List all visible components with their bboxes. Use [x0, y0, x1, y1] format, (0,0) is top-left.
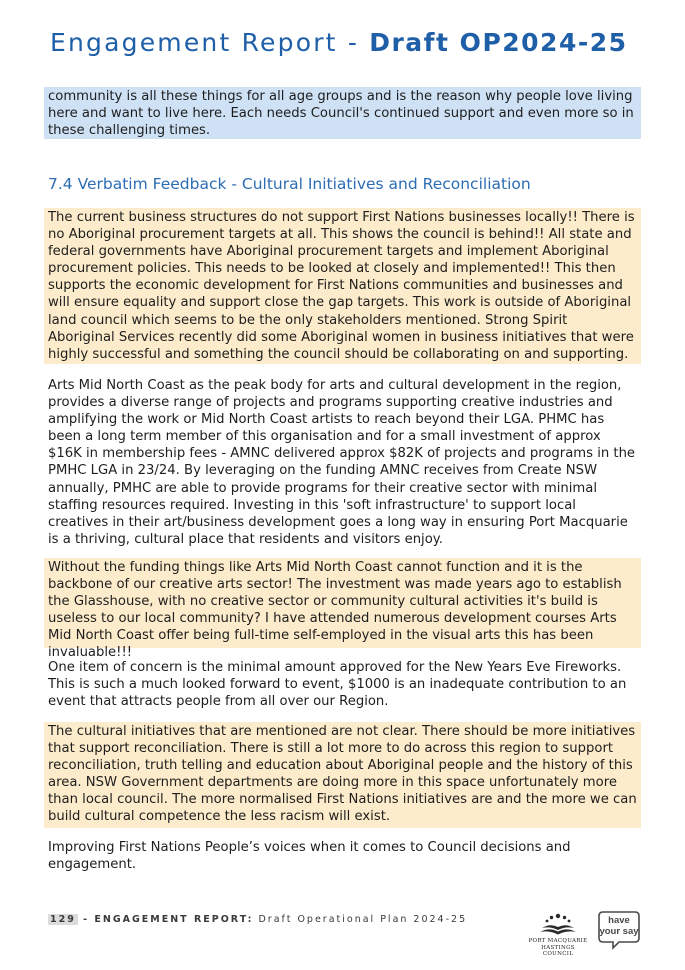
feedback-paragraph-5: The cultural initiatives that are mentioned are not clear. There should be more initiatives that support reconciliation. There is still a lot more to do across this region to support reconciliation, truth telling and education about Aboriginal people and the history of this area. NSW Government departments are doing more in this space unfortunately more than local council. The more normalised First Nations initiatives are and the more we can build cultural competence the less racism will exist. — [44, 722, 641, 828]
feedback-paragraph-1: The current business structures do not support First Nations businesses locally!! There is no Aboriginal procurement targets at all. This shows the council is behind!! All state and federal governments have Aboriginal procurement targets and implement Aboriginal procurement policies. This needs to be looked at closely and implemented!! This then supports the economic development for First Nations communities and businesses and will ensure equality and support close the gap targets. This work is outside of Aboriginal land council which seems to be the only stakeholders mentioned. Strong Spirit Aboriginal Services recently did some Aboriginal women in business initiatives that were highly successful and something the council should be collaborating on and supporting. — [44, 208, 641, 364]
intro-paragraph: community is all these things for all age groups and is the reason why people love living here and want to live here. Each needs Council's continued support and even more so in these challenging times. — [44, 87, 641, 139]
have-your-say-line2: your say — [599, 925, 639, 937]
council-name-line2: HASTINGS COUNCIL — [541, 944, 575, 957]
footer-label-bold: - ENGAGEMENT REPORT: — [77, 914, 254, 925]
footer-label-rest: Draft Operational Plan 2024-25 — [253, 914, 468, 925]
council-name-line1: PORT MACQUARIE — [528, 938, 588, 944]
feedback-paragraph-3: Without the funding things like Arts Mid North Coast cannot function and it is the backbone of our creative arts sector! The investment was made years ago to establish the Glasshouse, with no creative sector or community cultural activities it's build is useless to our local community? I have attended numerous development courses Arts Mid North Coast offer being full-time self-employed in the visual arts this has been invaluable!!! — [44, 558, 641, 648]
header-title-prefix: Engagement Report - — [50, 28, 370, 57]
header-title-bold: Draft OP2024-25 — [369, 28, 628, 57]
feedback-paragraph-2: Arts Mid North Coast as the peak body for arts and cultural development in the region, provides a diverse range of projects and programs supporting creative industries and amplifying the work or Mid North Coast artists to reach beyond their LGA. PHMC has been a long term member of this organisation and for a small investment of approx $16K in membership fees - AMNC delivered approx $82K of projects and programs in the PMHC LGA in 23/24. By leveraging on the funding AMNC receives from Create NSW annually, PMHC are able to provide programs for their creative sector with minimal staffing resources required. Investing in this 'soft infrastructure' to support local creatives in their art/business development goes a long way in ensuring Port Macquarie is a thriving, cultural place that residents and visitors enjoy. — [48, 378, 636, 547]
council-logo — [528, 908, 588, 956]
page-header-title — [50, 28, 628, 57]
have-your-say-logo — [597, 910, 641, 950]
page-footer — [48, 914, 467, 925]
council-emblem-icon — [528, 908, 588, 938]
section-heading: 7.4 Verbatim Feedback - Cultural Initiatives and Reconciliation — [48, 175, 531, 193]
feedback-paragraph-4: One item of concern is the minimal amount approved for the New Years Eve Fireworks. This is such a much looked forward to event, $1000 is an inadequate contribution to an event that attracts people from all over our Region. — [48, 660, 627, 710]
have-your-say-line1: have — [608, 915, 630, 926]
council-logo-text — [528, 938, 588, 958]
have-your-say-text — [597, 916, 641, 937]
feedback-paragraph-6: Improving First Nations People’s voices when it comes to Council decisions and engagement. — [48, 840, 571, 873]
page-number: 129 — [50, 914, 76, 925]
